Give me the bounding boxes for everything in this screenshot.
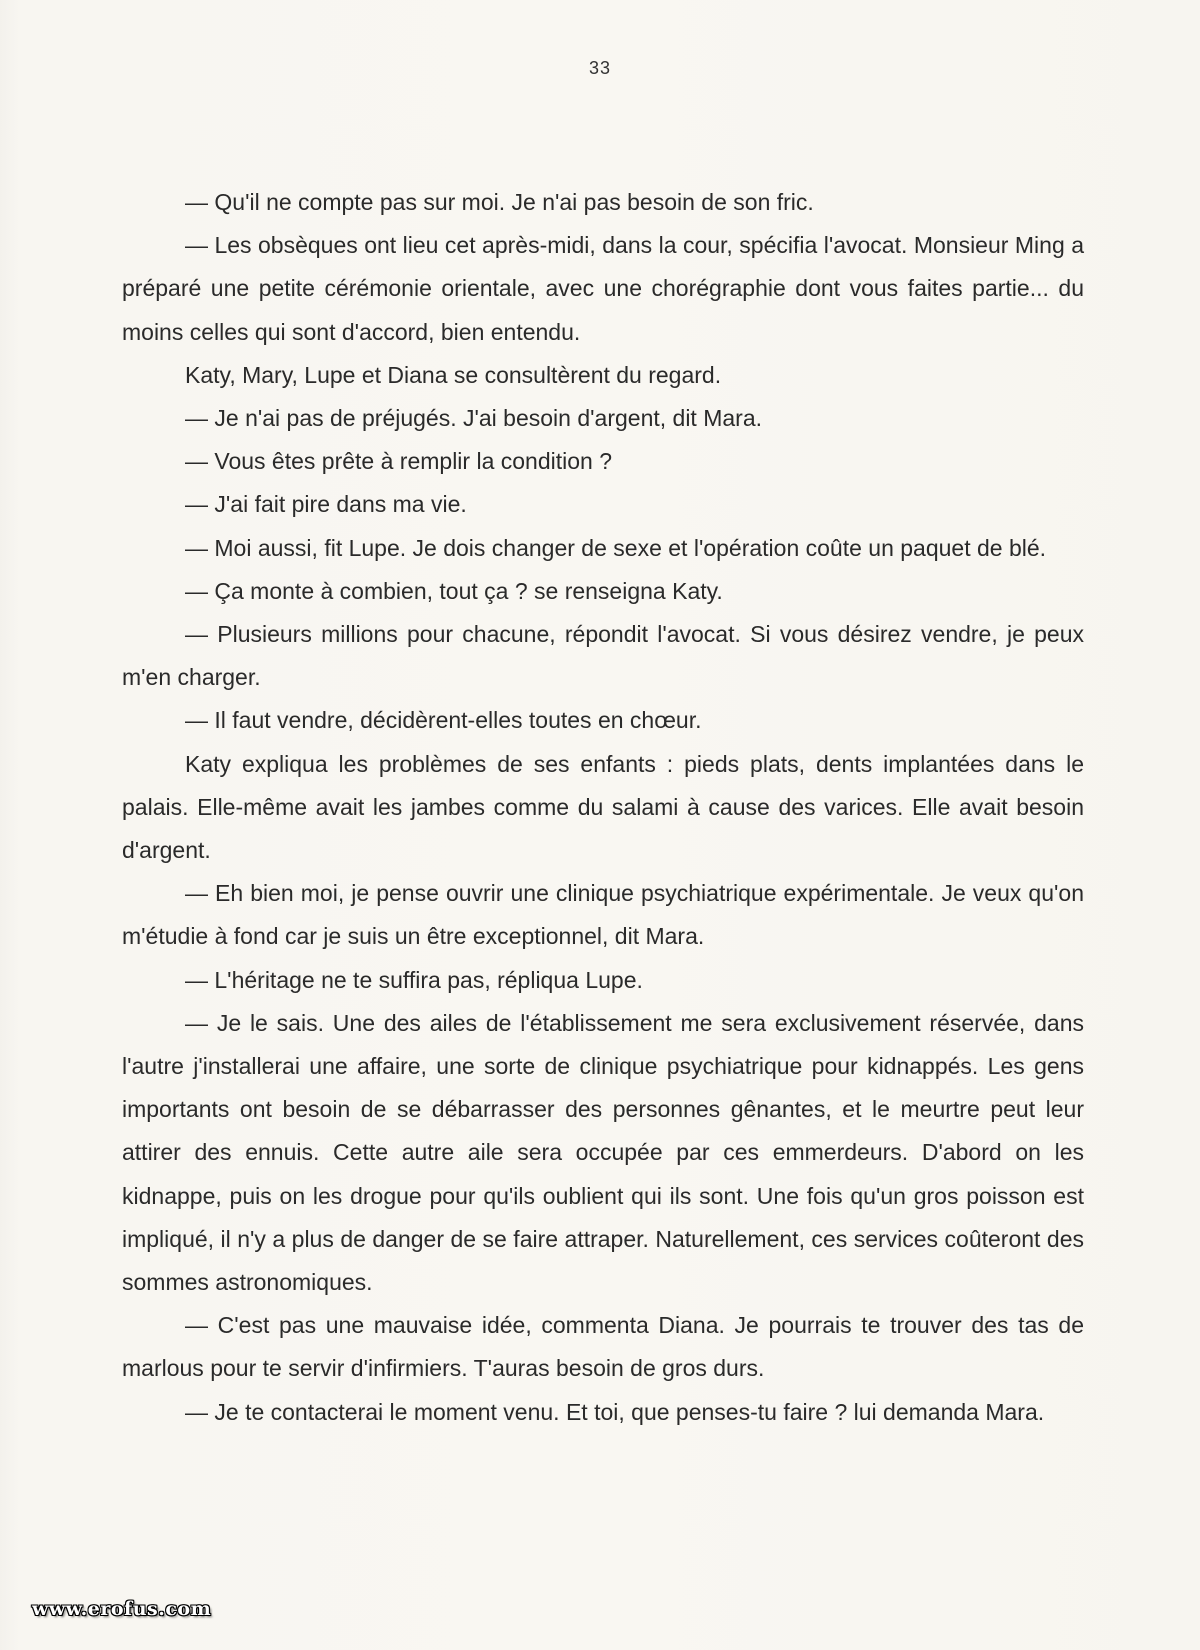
paragraph: — L'héritage ne te suffira pas, répliqua Lupe. [185, 966, 643, 993]
paragraph: — Qu'il ne compte pas sur moi. Je n'ai pas besoin de son fric. [185, 189, 814, 215]
paragraph: — Moi aussi, fit Lupe. Je dois changer de sexe et l'opération coûte un paquet de blé. [185, 534, 1047, 561]
body-text [122, 181, 1084, 1434]
paragraph: — Je le sais. Une des ailes de l'établissement me sera exclusivement réservée, dans l'autre j'installerai une affaire, une sorte de clinique psychiatrique pour kidnappés. Les gens importants ont besoin de se débarrasser des personnes gênantes, et le meurtre peut leur attirer des ennuis. Cette autre aile sera occupée par ces emmerdeurs. D'abord on les kidnappe, puis on les drogue pour qu'ils oublient qui ils sont. Une fois qu'un gros poisson est impliqué, il n'y a plus de danger de se faire attraper. Naturellement, ces services coûteront des sommes astronomiques. [122, 1009, 1084, 1296]
paragraph: — C'est pas une mauvaise idée, commenta Diana. Je pourrais te trouver des tas de marlous pour te servir d'infirmiers. T'auras besoin de gros durs. [122, 1312, 1084, 1382]
paragraph: — J'ai fait pire dans ma vie. [185, 491, 467, 518]
paragraph: — Il faut vendre, décidèrent-elles toutes en chœur. [185, 707, 702, 734]
paragraph: Katy, Mary, Lupe et Diana se consultèrent du regard. [185, 361, 722, 388]
page-number: 33 [588, 58, 612, 78]
paragraph: — Ça monte à combien, tout ça ? se renseigna Katy. [185, 577, 723, 604]
watermark: www.erofus.com [32, 1598, 212, 1620]
paragraph: — Plusieurs millions pour chacune, répondit l'avocat. Si vous désirez vendre, je peux m'en charger. [122, 621, 1084, 691]
paragraph: Katy expliqua les problèmes de ses enfants : pieds plats, dents implantées dans le palais. Elle-même avait les jambes comme du salami à cause des varices. Elle avait besoin d'argent. [122, 750, 1084, 864]
paragraph: — Eh bien moi, je pense ouvrir une clinique psychiatrique expérimentale. Je veux qu'on m'étudie à fond car je suis un être exceptionnel, dit Mara. [122, 880, 1084, 950]
paragraph: — Vous êtes prête à remplir la condition ? [185, 448, 613, 475]
paragraph: — Je te contacterai le moment venu. Et toi, que penses-tu faire ? lui demanda Mara. [185, 1398, 1045, 1425]
paragraph: — Les obsèques ont lieu cet après-midi, dans la cour, spécifia l'avocat. Monsieur Ming a préparé une petite cérémonie orientale, avec une chorégraphie dont vous faites partie... du moins celles qui sont d'accord, bien entendu. [122, 232, 1084, 345]
paragraph: — Je n'ai pas de préjugés. J'ai besoin d'argent, dit Mara. [185, 405, 762, 432]
